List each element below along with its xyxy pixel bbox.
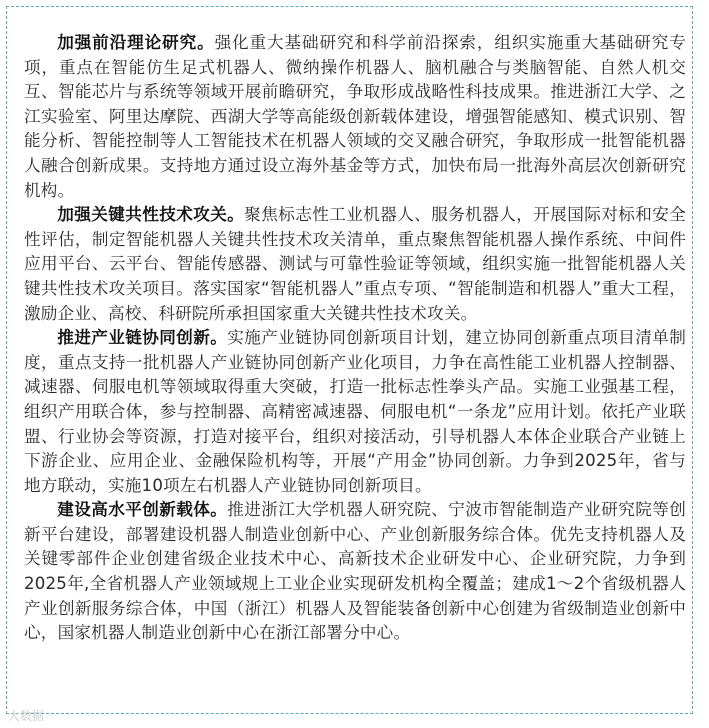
watermark: 大数据 <box>8 709 45 723</box>
paragraph-text: 强化重大基础研究和科学前沿探索，组织实施重大基础研究专项，重点在智能仿生足式机器人、微纳操作机器人、脑机融合与类脑智能、自然人机交互、智能芯片与系统等领域开展前瞻研究，争取形成战略性科技成果。推进浙江大学、之江实验室、阿里达摩院、西湖大学等高能级创新载体建设，增强智能感知、模式识别、智能分析、智能控制等人工智能技术在机器人领域的交叉融合研究，争取形成一批智能机器人融合创新成果。支持地方通过设立海外基金等方式，加快布局一批海外高层次创新研究机构。 <box>24 33 686 200</box>
paragraph-heading: 加强关键共性技术攻关。 <box>57 205 245 225</box>
paragraph-heading: 推进产业链协同创新。 <box>57 328 228 348</box>
paragraph-industry-chain <box>24 326 686 498</box>
paragraph-text: 聚焦标志性工业机器人、服务机器人，开展国际对标和安全性评估，制定智能机器人关键共性技术攻关清单，重点聚焦智能机器人操作系统、中间件应用平台、云平台、智能传感器、测试与可靠性验证等领域，组织实施一批智能机器人关键共性技术攻关项目。落实国家“智能机器人”重点专项、“智能制造和机器人”重大工程，激励企业、高校、科研院所承担国家重大关键共性技术攻关。 <box>24 205 687 323</box>
paragraph-text: 推进浙江大学机器人研究院、宁波市智能制造产业研究院等创新平台建设，部署建设机器人制造业创新中心、产业创新服务综合体。优先支持机器人及关键零部件企业创建省级企业技术中心、高新技术企业研发中心、企业研究院，力争到2025年,全省机器人产业领域规上工业企业实现研发机构全覆盖；建成1～2个省级机器人产业创新服务综合体，中国（浙江）机器人及智能装备创新中心创建为省级制造业创新中心，国家机器人制造业创新中心在浙江部署分中心。 <box>24 500 687 643</box>
paragraph-heading: 建设高水平创新载体。 <box>57 500 228 520</box>
document-body <box>24 31 686 646</box>
paragraph-frontier-research <box>24 31 686 203</box>
paragraph-text: 实施产业链协同创新项目计划，建立协同创新重点项目清单制度，重点支持一批机器人产业链协同创新产业化项目，力争在高性能工业机器人控制器、减速器、伺服电机等领域取得重大突破，打造一批标志性拳头产品。实施工业强基工程，组织产用联合体，参与控制器、高精密减速器、伺服电机“一条龙”应用计划。依托产业联盟、行业协会等资源，打造对接平台，组织对接活动，引导机器人本体企业联合产业链上下游企业、应用企业、金融保险机构等，开展“产用金”协同创新。力争到2025年，省与地方联动，实施10项左右机器人产业链协同创新项目。 <box>24 328 687 495</box>
paragraph-heading: 加强前沿理论研究。 <box>57 33 215 52</box>
paragraph-key-technology <box>24 203 686 326</box>
paragraph-innovation-carrier <box>24 498 686 646</box>
